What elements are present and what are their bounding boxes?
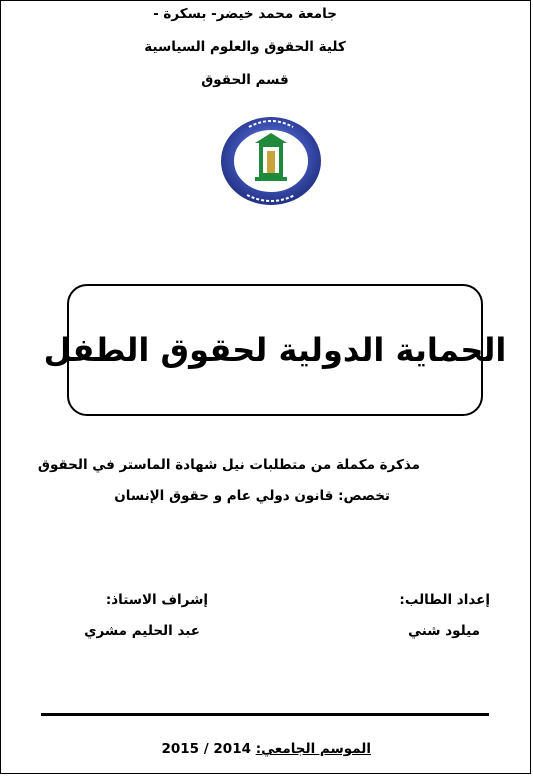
academic-season xyxy=(161,741,371,757)
faculty-name: كلية الحقوق والعلوم السياسية xyxy=(144,39,346,55)
supervisor-name: عبد الحليم مشري xyxy=(84,623,200,639)
degree-note: مذكرة مكملة من متطلبات نيل شهادة الماستر في الحقوق xyxy=(37,457,420,473)
title-box xyxy=(43,284,507,416)
divider xyxy=(41,713,489,716)
student-name: ميلود شني xyxy=(408,623,480,639)
university-name: جامعة محمد خيضر- بسكرة - xyxy=(153,6,337,22)
department-name: قسم الحقوق xyxy=(201,72,289,88)
thesis-title: الحماية الدولية لحقوق الطفل xyxy=(43,331,507,369)
specialization: تخصص: قانون دولي عام و حقوق الإنسان xyxy=(114,488,390,504)
student-label: إعداد الطالب: xyxy=(399,592,490,608)
university-seal-icon xyxy=(219,113,323,209)
season-value: 2014 / 2015 xyxy=(161,741,256,757)
season-label: الموسم الجامعي: xyxy=(255,741,371,757)
supervisor-label: إشراف الاستاذ: xyxy=(105,592,208,608)
